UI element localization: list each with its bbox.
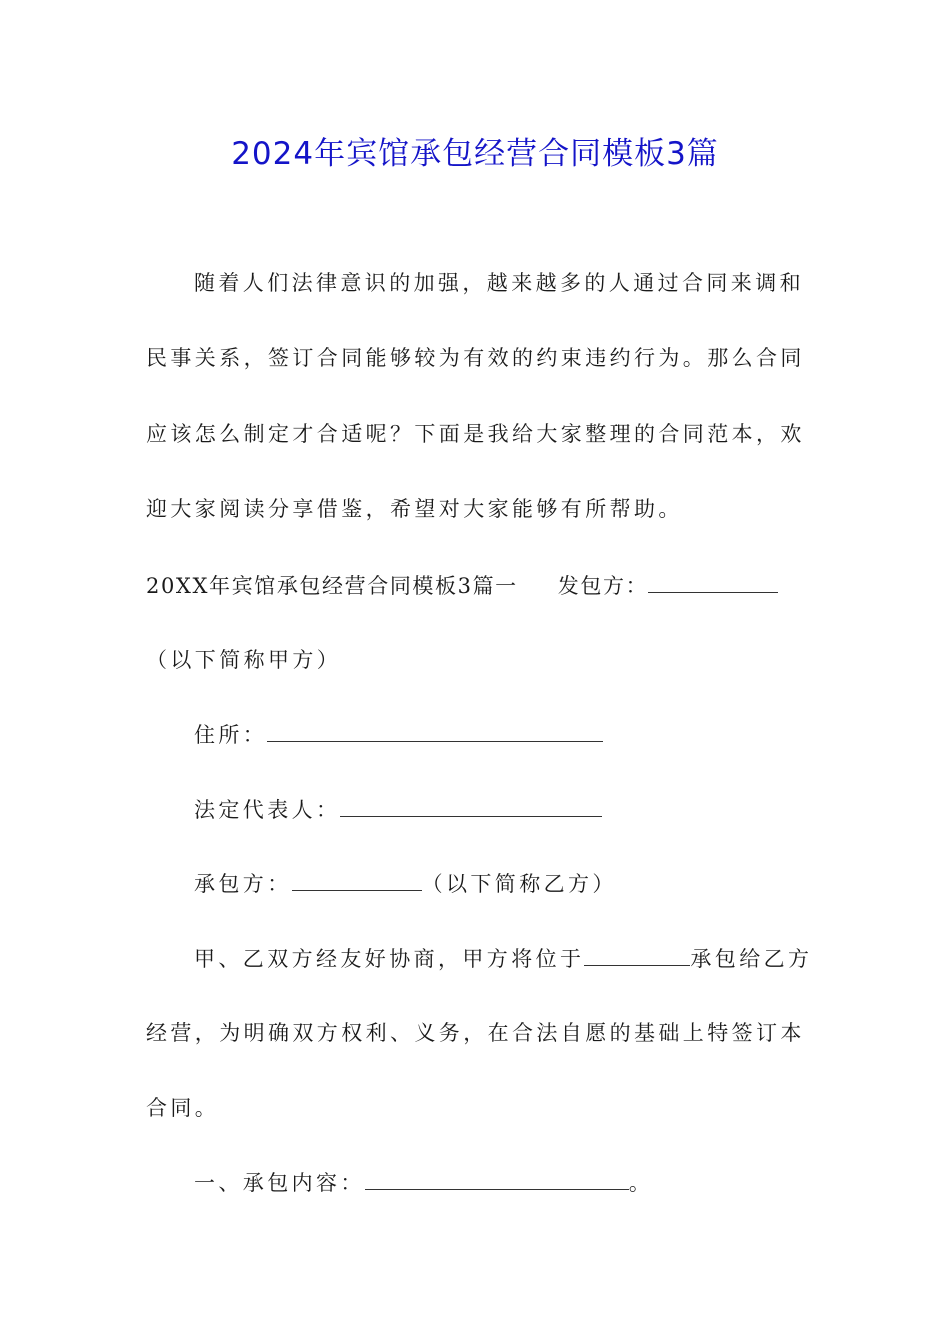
address-blank[interactable] (267, 719, 603, 742)
party-a-blank[interactable] (648, 570, 778, 593)
clause-1-label: 一、承包内容： (194, 1171, 365, 1195)
body-line-1-b: 承包给乙方 (690, 947, 813, 971)
body-line-1-a: 甲、乙双方经友好协商，甲方将位于 (194, 947, 585, 971)
section-heading: 20XX年宾馆承包经营合同模板3篇一 (146, 574, 518, 598)
legal-rep-row (194, 794, 602, 825)
legal-rep-blank[interactable] (340, 794, 602, 817)
legal-rep-label: 法定代表人： (194, 798, 341, 822)
document-title: 2024年宾馆承包经营合同模板3篇 (231, 136, 719, 172)
clause-1-blank[interactable] (365, 1167, 629, 1190)
body-line-3: 合同。 (146, 1096, 220, 1120)
location-blank[interactable] (584, 943, 690, 966)
section-heading-row (146, 570, 778, 601)
address-row (194, 719, 603, 750)
intro-line-1: 随着人们法律意识的加强，越来越多的人通过合同来调和 (194, 271, 804, 295)
intro-line-4: 迎大家阅读分享借鉴，希望对大家能够有所帮助。 (146, 497, 683, 521)
clause-1-row (194, 1167, 653, 1198)
party-a-label: 发包方： (557, 574, 649, 598)
body-line-2: 经营，为明确双方权利、义务，在合法自愿的基础上特签订本 (146, 1021, 805, 1045)
clause-1-end: 。 (628, 1171, 654, 1195)
party-b-label: 承包方： (194, 872, 292, 896)
party-b-row (194, 868, 617, 899)
party-b-note: （以下简称乙方） (421, 872, 617, 896)
address-label: 住所： (194, 723, 268, 747)
intro-line-3: 应该怎么制定才合适呢？下面是我给大家整理的合同范本，欢 (146, 422, 805, 446)
party-a-note: （以下简称甲方） (146, 648, 342, 672)
body-line-1 (194, 943, 812, 974)
intro-line-2: 民事关系，签订合同能够较为有效的约束违约行为。那么合同 (146, 346, 805, 370)
party-b-blank[interactable] (292, 868, 422, 891)
